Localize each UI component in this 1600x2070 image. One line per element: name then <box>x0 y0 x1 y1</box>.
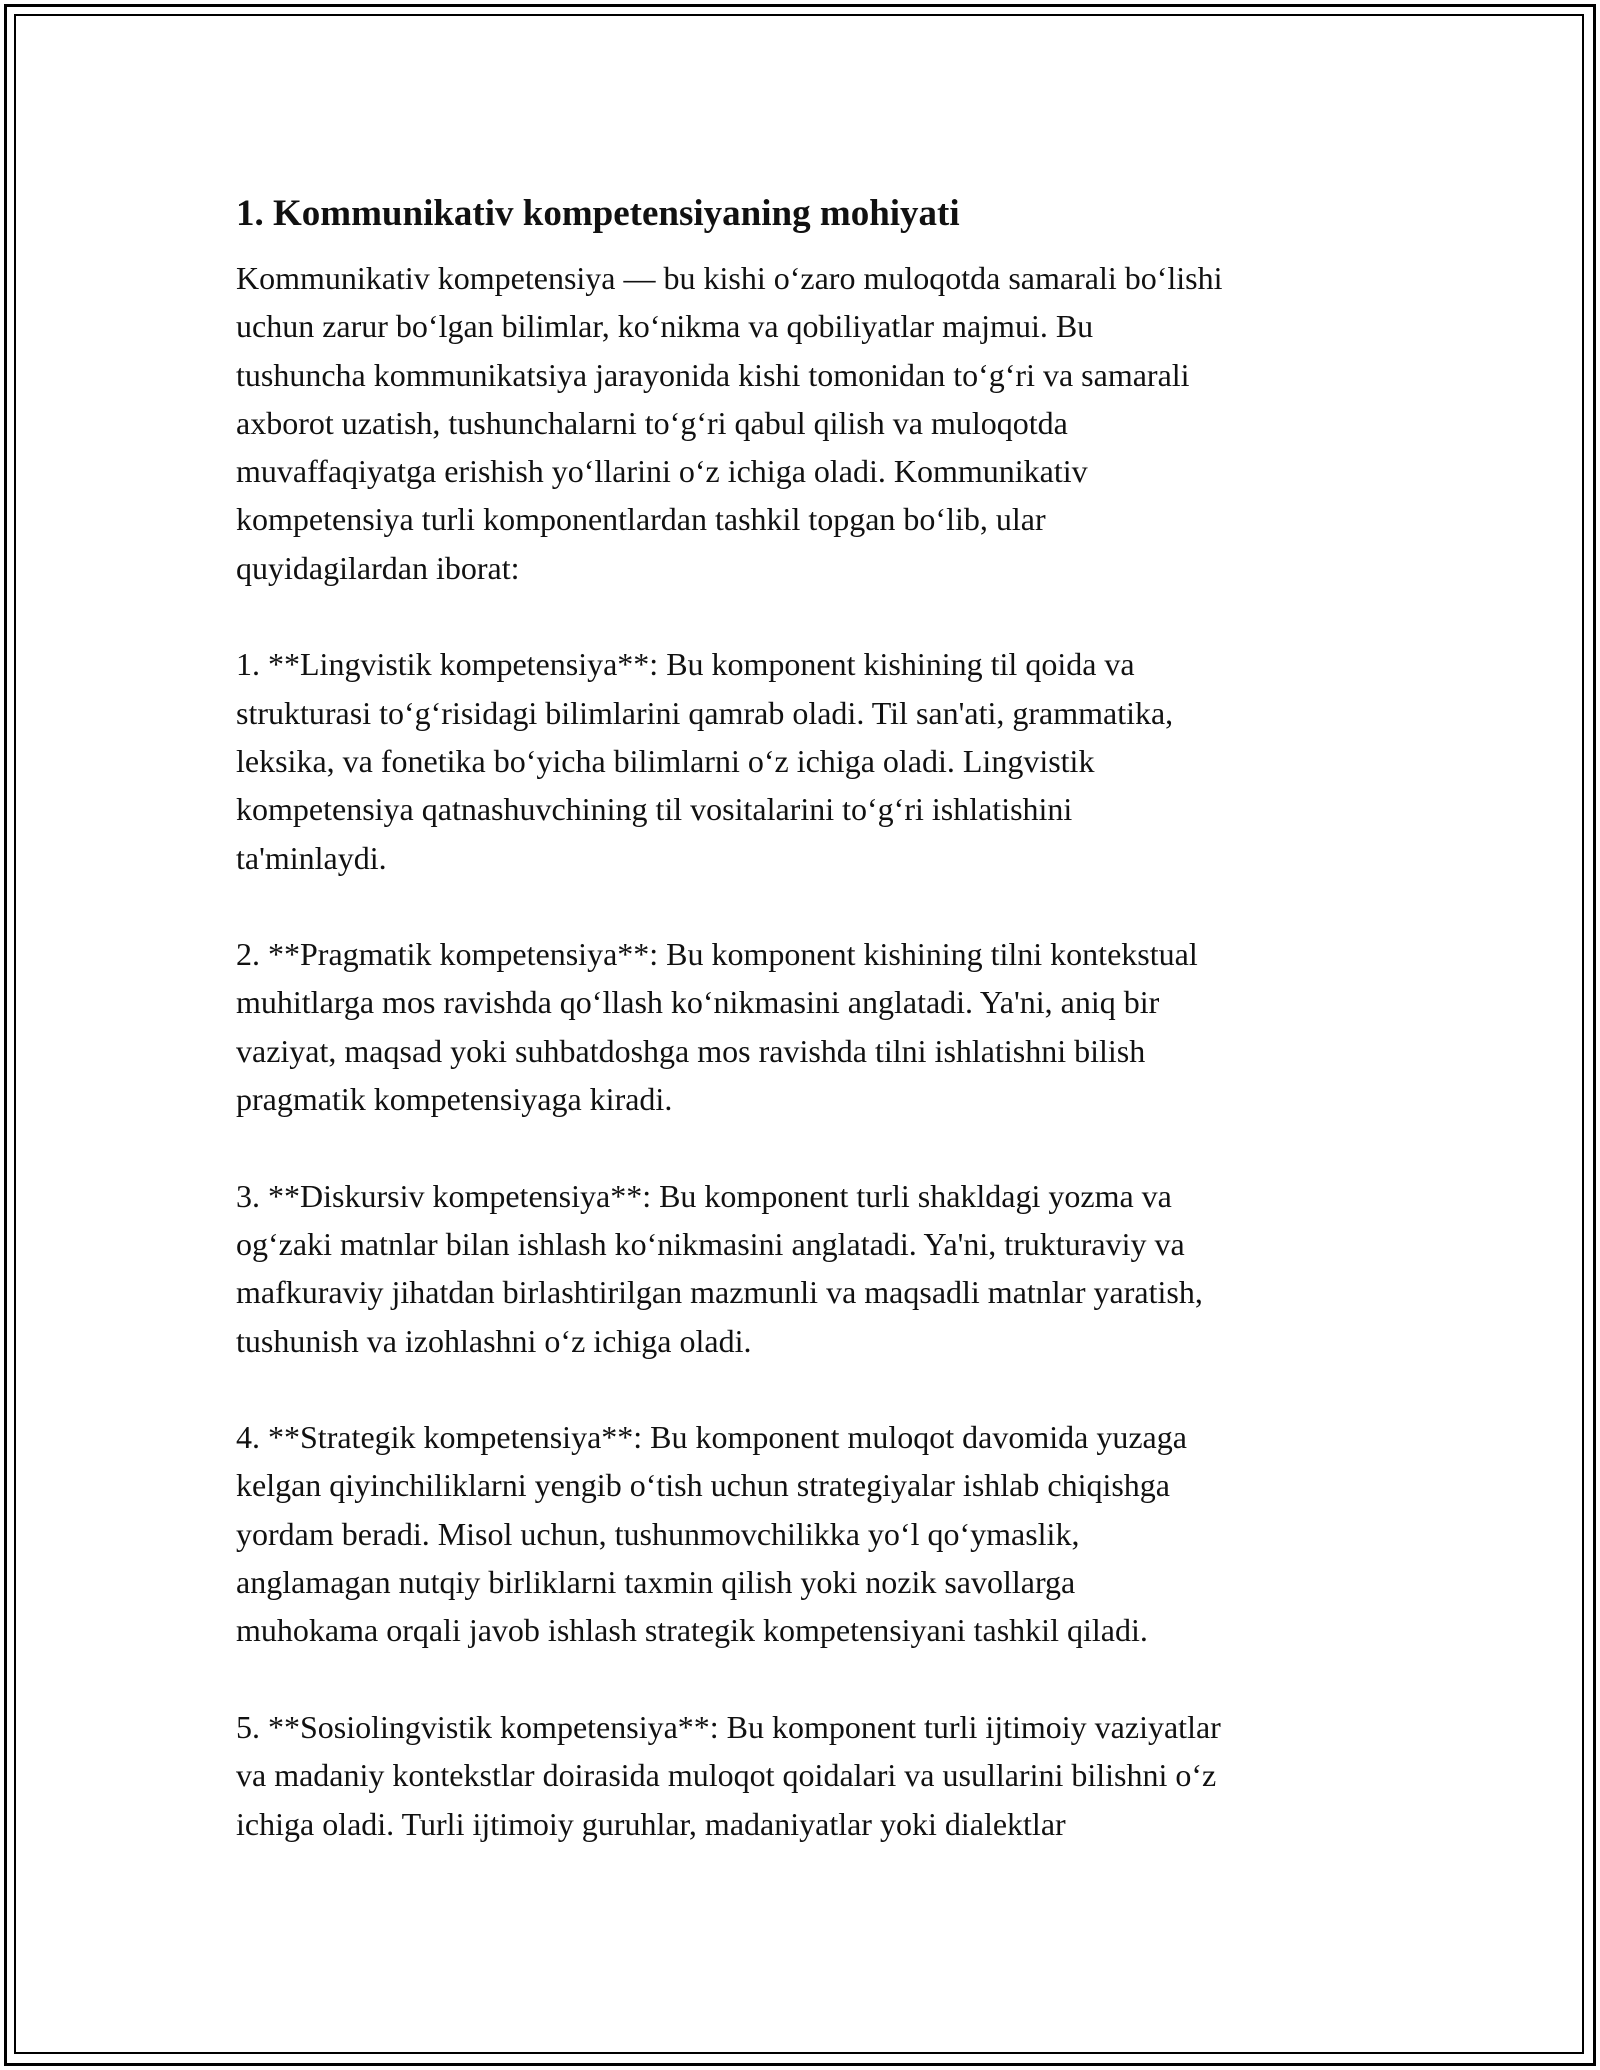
paragraph-spacer <box>236 882 1376 930</box>
paragraph-spacer <box>236 1655 1376 1703</box>
list-item-pragmatik: 2. **Pragmatik kompetensiya**: Bu komponent kishining tilni kontekstual muhitlarga mos ravishda qo‘llash ko‘nikmasini anglatadi. Ya'ni, aniq bir vaziyat, maqsad yoki suhbatdoshga mos ravishda tilni ishlatishni bilish pragmatik kompetensiyaga kiradi. <box>236 936 1198 1118</box>
section-heading: 1. Kommunikativ kompetensiyaning mohiyati <box>236 193 960 234</box>
list-item-diskursiv: 3. **Diskursiv kompetensiya**: Bu komponent turli shakldagi yozma va og‘zaki matnlar bilan ishlash ko‘nikmasini anglatadi. Ya'ni, trukturaviy va mafkuraviy jihatdan birlashtirilgan mazmunli va maqsadli matnlar yaratish, tushunish va izohlashni o‘z ichiga oladi. <box>236 1177 1203 1359</box>
paragraph-spacer <box>236 592 1376 640</box>
intro-paragraph: Kommunikativ kompetensiya — bu kishi o‘zaro muloqotda samarali bo‘lishi uchun zarur bo‘lgan bilimlar, ko‘nikma va qobiliyatlar majmui. Bu tushuncha kommunikatsiya jarayonida kishi tomonidan to‘g‘ri va samarali axborot uzatish, tushunchalarni to‘g‘ri qabul qilish va muloqotda muvaffaqiyatga erishish yo‘llarini o‘z ichiga oladi. Kommunikativ kompetensiya turli komponentlardan tashkil topgan bo‘lib, ular quyidagilardan iborat: <box>236 260 1223 586</box>
list-item-lingvistik: 1. **Lingvistik kompetensiya**: Bu komponent kishining til qoida va strukturasi to‘g‘risidagi bilimlarini qamrab oladi. Til san'ati, grammatika, leksika, va fonetika bo‘yicha bilimlarni o‘z ichiga oladi. Lingvistik kompetensiya qatnashuvchining til vositalarini to‘g‘ri ishlatishini ta'minlaydi. <box>236 646 1174 876</box>
paragraph-spacer <box>236 1365 1376 1413</box>
list-item-sosiolingvistik: 5. **Sosiolingvistik kompetensiya**: Bu komponent turli ijtimoiy vaziyatlar va madaniy kontekstlar doirasida muloqot qoidalari va usullarini bilishni o‘z ichiga oladi. Turli ijtimoiy guruhlar, madaniyatlar yoki dialektlar <box>236 1708 1221 1842</box>
document-body <box>236 186 1376 1848</box>
paragraph-spacer <box>236 1123 1376 1171</box>
list-item-strategik: 4. **Strategik kompetensiya**: Bu komponent muloqot davomida yuzaga kelgan qiyinchiliklarni yengib o‘tish uchun strategiyalar ishlab chiqishga yordam beradi. Misol uchun, tushunmovchilikka yo‘l qo‘ymaslik, anglamagan nutqiy birliklarni taxmin qilish yoki nozik savollarga muhokama orqali javob ishlash strategik kompetensiyani tashkil qiladi. <box>236 1419 1187 1649</box>
